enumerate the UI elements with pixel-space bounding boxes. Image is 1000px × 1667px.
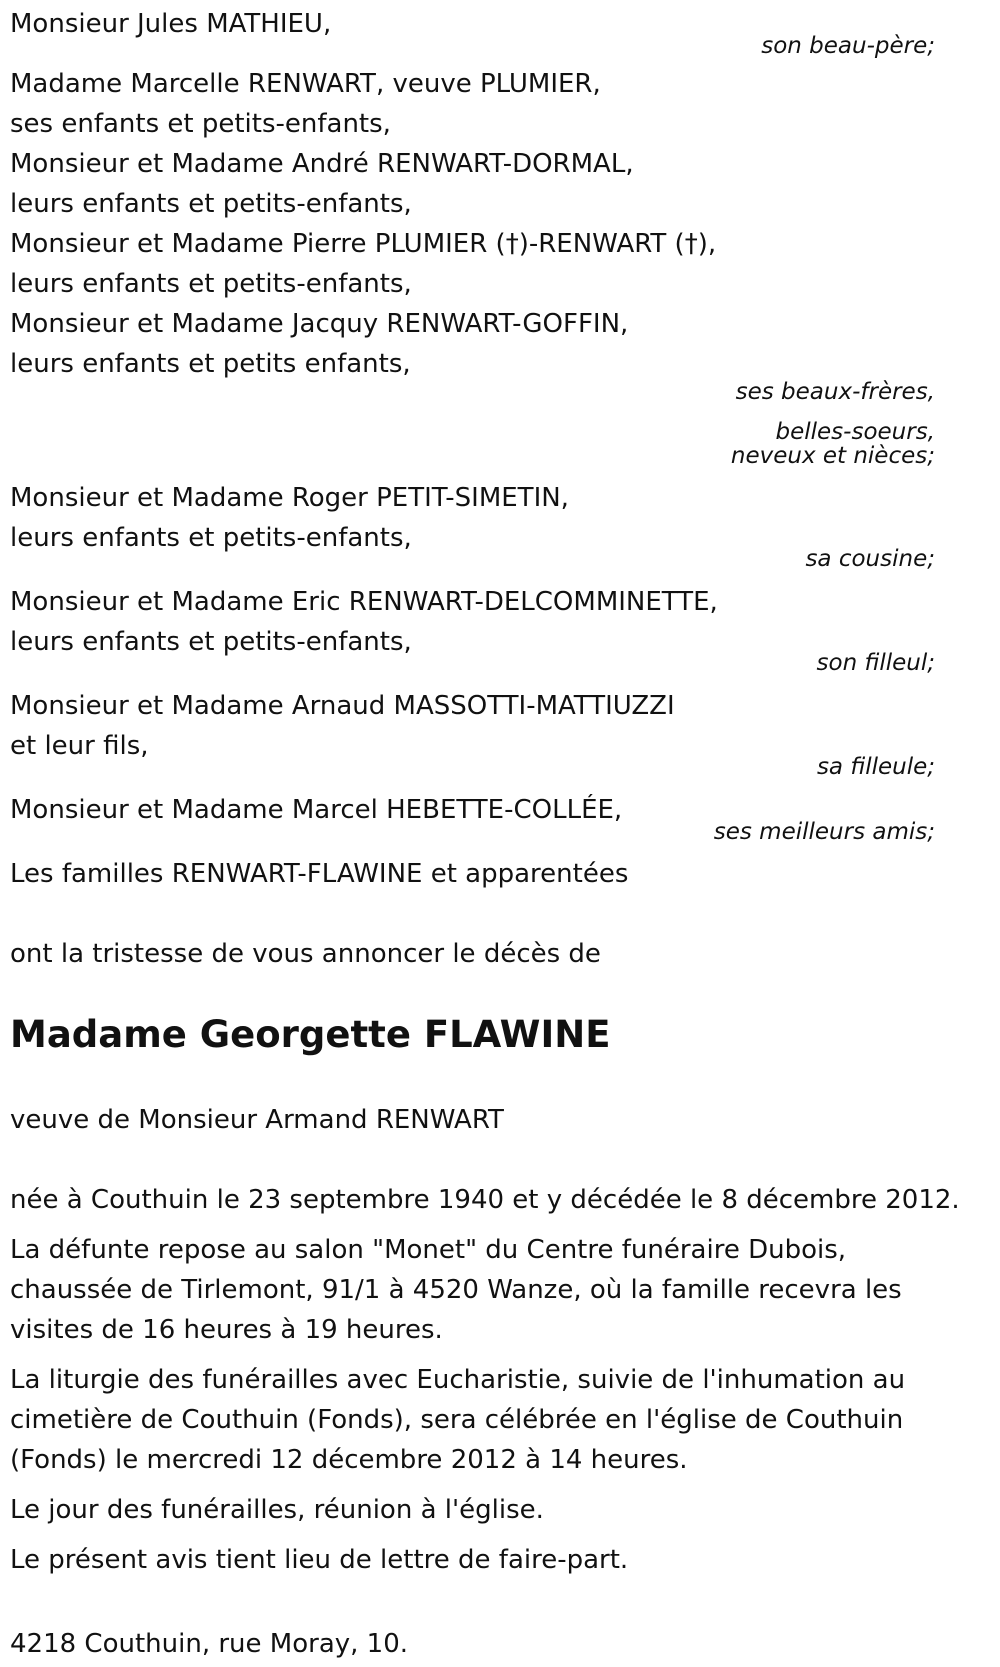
relation-label xyxy=(817,651,935,675)
family-line: leurs enfants et petits enfants, xyxy=(10,349,411,379)
visitation-line: La défunte repose au salon "Monet" du Centre funéraire Dubois, xyxy=(10,1235,847,1265)
meeting-text: Le jour des funérailles, réunion à l'église. xyxy=(10,1495,544,1525)
family-line: leurs enfants et petits-enfants, xyxy=(10,523,412,553)
family-line: Monsieur et Madame Roger PETIT-SIMETIN, xyxy=(10,483,569,513)
family-line: leurs enfants et petits-enfants, xyxy=(10,269,412,299)
notice-text: Le présent avis tient lieu de lettre de faire-part. xyxy=(10,1545,629,1575)
funeral-line: cimetière de Couthuin (Fonds), sera célébrée en l'église de Couthuin xyxy=(10,1405,904,1435)
family-line: leurs enfants et petits-enfants, xyxy=(10,189,412,219)
relation-label xyxy=(817,755,935,779)
family-line: Monsieur et Madame Eric RENWART-DELCOMMINETTE, xyxy=(10,587,718,617)
relation-line: sa filleule; xyxy=(816,754,935,780)
family-line: leurs enfants et petits-enfants, xyxy=(10,627,412,657)
visitation-line: visites de 16 heures à 19 heures. xyxy=(10,1315,443,1345)
family-group-5 xyxy=(10,686,945,766)
family-line: Les familles RENWART-FLAWINE et apparentées xyxy=(10,859,629,889)
relation-label xyxy=(761,34,935,58)
funeral-line: La liturgie des funérailles avec Eucharistie, suivie de l'inhumation au xyxy=(10,1365,906,1395)
family-line: Monsieur Jules MATHIEU, xyxy=(10,9,332,39)
relation-label xyxy=(736,380,935,404)
family-line: Madame Marcelle RENWART, veuve PLUMIER, xyxy=(10,69,601,99)
family-line: Monsieur et Madame Jacquy RENWART-GOFFIN, xyxy=(10,309,629,339)
spouse-text: veuve de Monsieur Armand RENWART xyxy=(10,1105,504,1135)
relation-label xyxy=(714,820,935,844)
family-group-2 xyxy=(10,64,945,384)
family-line: ses enfants et petits-enfants, xyxy=(10,109,391,139)
family-line: Monsieur et Madame Pierre PLUMIER (†)-RENWART (†), xyxy=(10,229,717,259)
family-line: Monsieur et Madame André RENWART-DORMAL, xyxy=(10,149,634,179)
family-line: et leur fils, xyxy=(10,731,149,761)
family-group-4 xyxy=(10,582,945,662)
relation-line: belles-soeurs, xyxy=(775,419,935,445)
details-section xyxy=(10,1180,990,1580)
family-group-7 xyxy=(10,854,945,894)
funeral-line: (Fonds) le mercredi 12 décembre 2012 à 14 heures. xyxy=(10,1445,688,1475)
deceased-name: Madame Georgette FLAWINE xyxy=(10,1013,611,1056)
announcement-text: ont la tristesse de vous annoncer le décès de xyxy=(10,939,601,969)
address-text: 4218 Couthuin, rue Moray, 10. xyxy=(10,1629,409,1659)
birth-death-text: née à Couthuin le 23 septembre 1940 et y décédée le 8 décembre 2012. xyxy=(10,1185,960,1215)
relation-line: sa cousine; xyxy=(805,546,935,572)
relation-label xyxy=(731,420,935,468)
relation-label xyxy=(805,547,935,571)
family-line: Monsieur et Madame Marcel HEBETTE-COLLÉE, xyxy=(10,795,623,825)
relation-line: ses beaux-frères, xyxy=(735,379,935,405)
relation-line: neveux et nièces; xyxy=(730,443,935,469)
relation-line: son filleul; xyxy=(816,650,935,676)
relation-line: ses meilleurs amis; xyxy=(713,819,935,845)
family-line: Monsieur et Madame Arnaud MASSOTTI-MATTIUZZI xyxy=(10,691,675,721)
relation-line: son beau-père; xyxy=(761,33,935,59)
visitation-line: chaussée de Tirlemont, 91/1 à 4520 Wanze, où la famille recevra les xyxy=(10,1275,902,1305)
